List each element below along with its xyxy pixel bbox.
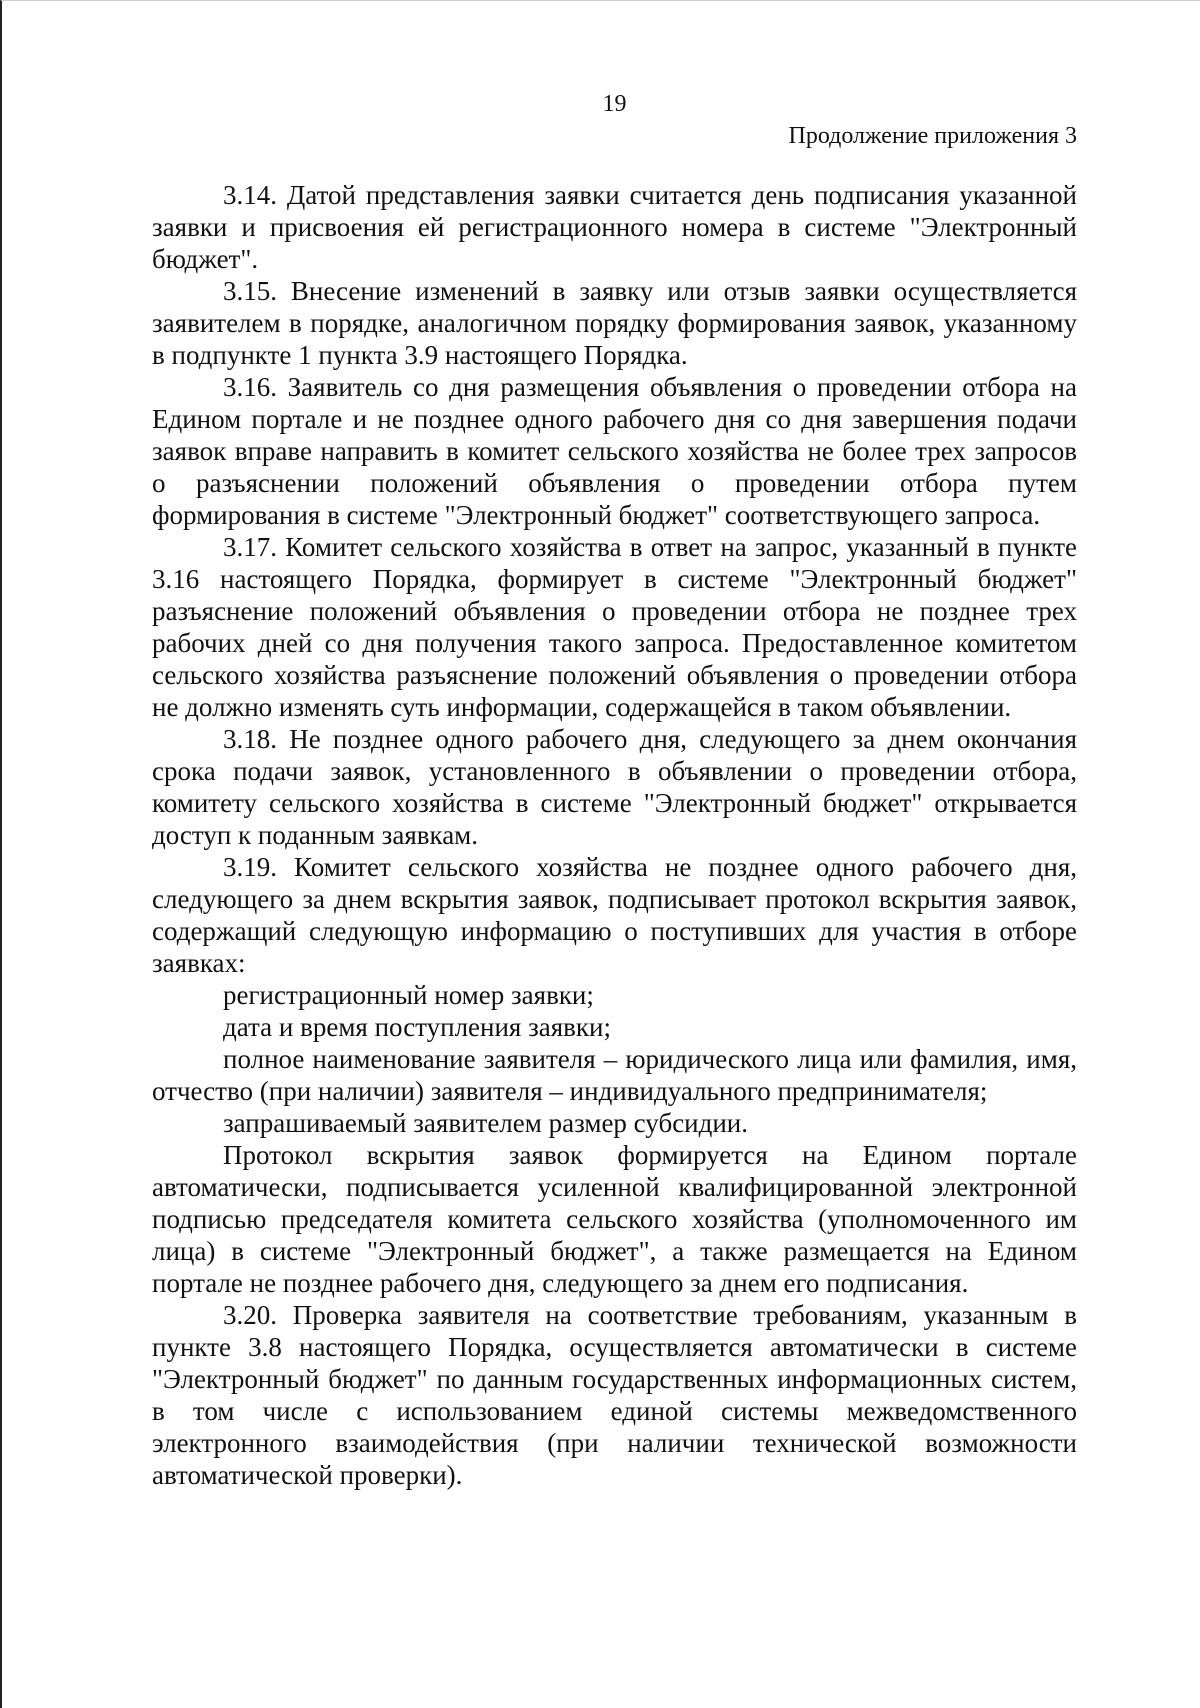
paragraph-3-18: 3.18. Не позднее одного рабочего дня, следующего за днем окончания срока подачи заявок, установленного в объявлении о проведении отбора, комитету сельского хозяйства в системе "Электронный бюджет" открывается доступ к поданным заявкам. bbox=[152, 724, 1077, 850]
list-item-date-time: дата и время поступления заявки; bbox=[223, 1012, 611, 1042]
list-item-registration-number: регистрационный номер заявки; bbox=[223, 980, 594, 1010]
paragraph-3-14: 3.14. Датой представления заявки считается день подписания указанной заявки и присвоения ей регистрационного номера в системе "Электронный бюджет". bbox=[152, 180, 1077, 274]
list-item-subsidy-amount: запрашиваемый заявителем размер субсидии. bbox=[223, 1108, 749, 1138]
paragraph-3-15: 3.15. Внесение изменений в заявку или отзыв заявки осуществляется заявителем в порядке, аналогичном порядку формирования заявок, указанному в подпункте 1 пункта 3.9 настоящего Порядка. bbox=[152, 276, 1077, 370]
paragraph-protocol: Протокол вскрытия заявок формируется на Едином портале автоматически, подписывается усиленной квалифицированной электронной подписью председателя комитета сельского хозяйства (уполномоченного им лица) в системе "Электронный бюджет", а также размещается на Едином портале не позднее рабочего дня, следующего за днем его подписания. bbox=[152, 1140, 1077, 1298]
paragraph-3-19: 3.19. Комитет сельского хозяйства не позднее одного рабочего дня, следующего за днем вскрытия заявок, подписывает протокол вскрытия заявок, содержащий следующую информацию о поступивших для участия в отборе заявках: bbox=[152, 852, 1077, 978]
paragraph-3-16: 3.16. Заявитель со дня размещения объявления о проведении отбора на Едином портале и не позднее одного рабочего дня со дня завершения подачи заявок вправе направить в комитет сельского хозяйства не более трех запросов о разъяснении положений объявления о проведении отбора путем формирования в системе "Электронный бюджет" соответствующего запроса. bbox=[152, 372, 1077, 530]
document-body bbox=[152, 89, 1077, 1491]
paragraph-3-17: 3.17. Комитет сельского хозяйства в ответ на запрос, указанный в пункте 3.16 настоящего Порядка, формирует в системе "Электронный бюджет" разъяснение положений объявления о проведении отбора не позднее трех рабочих дней со дня получения такого запроса. Предоставленное комитетом сельского хозяйства разъяснение положений объявления о проведении отбора не должно изменять суть информации, содержащейся в таком объявлении. bbox=[152, 532, 1077, 722]
appendix-continuation-note: Продолжение приложения 3 bbox=[788, 123, 1077, 149]
page-number: 19 bbox=[602, 91, 627, 117]
list-item-applicant-name: полное наименование заявителя – юридического лица или фамилия, имя, отчество (при наличии) заявителя – индивидуального предпринимателя; bbox=[152, 1044, 1077, 1106]
paragraph-3-20: 3.20. Проверка заявителя на соответствие требованиям, указанным в пункте 3.8 настоящего Порядка, осуществляется автоматически в системе "Электронный бюджет" по данным государственных информационных систем, в том числе с использованием единой системы межведомственного электронного взаимодействия (при наличии технической возможности автоматической проверки). bbox=[152, 1300, 1077, 1490]
